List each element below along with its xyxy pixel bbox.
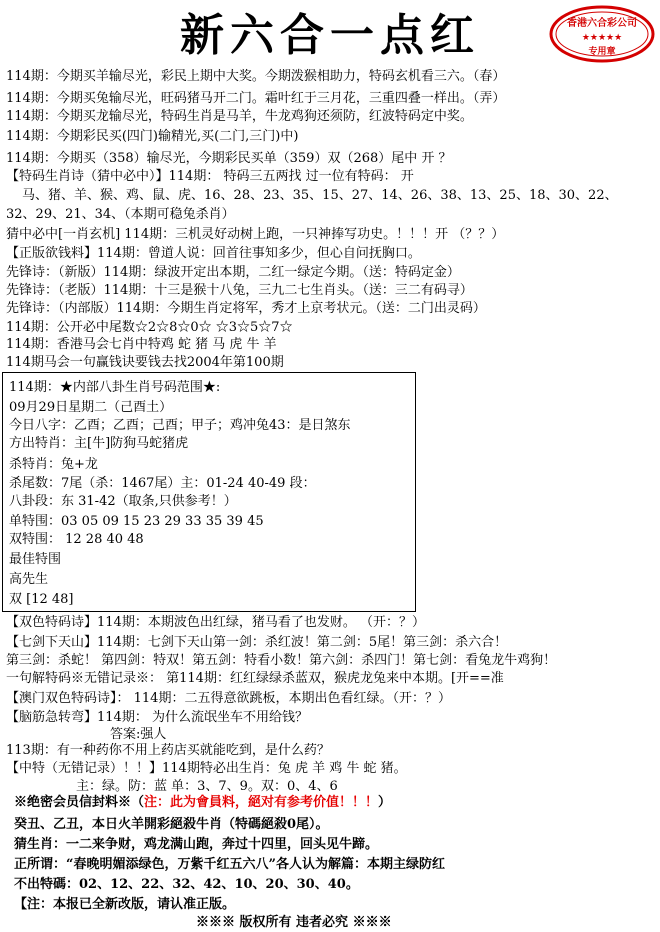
box-line: 双特围： 12 28 40 48	[9, 532, 144, 547]
text-line: 【中特（无错记录）！！】114期特必出生肖：兔 虎 羊 鸡 牛 蛇 猪。	[6, 761, 407, 776]
box-line: 114期：★内部八卦生肖号码范围★:	[9, 380, 221, 395]
text-line: 【正版欲钱料】114期：曾道人说：回首往事知多少，但心自问抚胸口。	[6, 246, 421, 261]
box-line: 八卦段：东 31-42（取条,只供参考！）	[9, 494, 237, 509]
text-line: 114期：公开必中尾数☆2☆8☆0☆ ☆3☆5☆7☆	[6, 320, 293, 335]
text-line: 一句解特码※无错记录※： 第114期：红红绿绿杀蓝双，猴虎龙兔来中本期。[开==准	[6, 671, 504, 686]
notice-line: ※※※ 版权所有 违者必究 ※※※	[196, 915, 392, 930]
text-line: 猜中必中[一肖玄机] 114期：三机灵好动树上跑，一只神捧写功史。！！！开 （？？）	[6, 227, 505, 242]
text-line: 【澳门双色特码诗】： 114期：二五得意欲跳板，本期出色看红绿。（开：？）	[6, 691, 451, 706]
box-line: 单特围：03 05 09 15 23 29 33 35 39 45	[9, 514, 264, 529]
text-line: 114期：今期彩民买(四门)输精光,买(二门,三门)中)	[6, 129, 299, 144]
text-line: 114期：香港马会七肖中特鸡 蛇 猪 马 虎 牛 羊	[6, 337, 277, 352]
vip-suffix: ）	[378, 795, 392, 810]
text-line: 114期：今期买羊输尽光，彩民上期中大奖。今期泼猴相助力，特码玄机看三六。（春）	[6, 69, 506, 84]
text-line: 114期：今期买兔输尽光，旺码猪马开二门。霜叶红于三月花，三重四叠一样出。（弄）	[6, 91, 506, 106]
text-line: 【脑筋急转弯】114期： 为什么流氓坐车不用给钱？	[6, 710, 308, 725]
text-line: 【特码生肖诗（猜中必中）】114期： 特码三五两找 过一位有特码： 开	[6, 169, 414, 184]
svg-text:★★★★★: ★★★★★	[581, 33, 623, 43]
text-line: 114期：今期买（358）输尽光，今期彩民买单（359）双（268）尾中 开 ？	[6, 151, 452, 166]
seal-graphic	[548, 4, 656, 64]
text-line: 主：绿。防：蓝 单：3、7、9。双：0、4、6	[76, 779, 338, 794]
text-line: 先锋诗：（内部版）114期：今期生肖定将军，秀才上京考状元。（送：二门出灵码）	[6, 301, 486, 316]
text-line: 114期：今期买龙输尽光，特码生肖是马羊，牛龙鸡狗还须防，红波特码定中奖。	[6, 109, 473, 124]
company-seal-stamp	[548, 4, 656, 64]
svg-text:香港六合彩公司: 香港六合彩公司	[567, 18, 637, 29]
text-line: 【双色特码诗】114期：本期波色出红绿，猪马看了也发财。 （开：？）	[6, 615, 425, 630]
vip-envelope-line	[14, 794, 391, 812]
text-line: 答案:强人	[110, 727, 167, 742]
box-line: 杀特肖：兔+龙	[9, 457, 98, 472]
vip-note: 注：此为會員料，絕对有参考价值！！！	[144, 795, 379, 810]
box-line: 杀尾数：7尾（杀：1467尾）主：01-24 40-49 段：	[9, 476, 316, 491]
box-line: 今日八字：乙酉；乙酉；己酉；甲子；鸡冲兔43：是日煞东	[9, 418, 351, 433]
box-line: 方出特肖：主[牛]防狗马蛇猪虎	[9, 436, 189, 451]
vip-prefix: ※绝密会员信封料※（	[14, 795, 145, 810]
bagua-zodiac-box	[2, 372, 416, 612]
text-line: 马、猪、羊、猴、鸡、鼠、虎、16、28、23、35、15、27、14、26、38、13、25、18、30、22、	[22, 188, 618, 203]
box-line: 高先生	[9, 572, 49, 587]
notice-line: 正所谓：“春晚明媚添绿色，万紫千红五六八”各人认为解篇：本期主绿防红	[14, 857, 445, 872]
text-line: 先锋诗：（新版）114期：绿波开定出本期，二红一绿定今期。（送：特码定金）	[6, 265, 460, 280]
box-line: 09月29日星期二（己酉土）	[9, 400, 173, 415]
page-title: 新六合一点红	[180, 10, 480, 61]
box-line: 最佳特围	[9, 552, 62, 567]
text-line: 114期马会一句赢钱诀要钱去找2004年第100期	[6, 355, 284, 370]
svg-text:专用章: 专用章	[588, 47, 616, 57]
notice-line: 癸丑、乙丑，本日火羊開彩絕殺牛肖（特碼絕殺0尾）。	[14, 817, 329, 832]
text-line: 第三剑：杀蛇！ 第四剑：特双！第五剑：特看小数！第六剑：杀四门！第七剑：看兔龙牛鸡狗！	[6, 653, 557, 668]
text-line: 先锋诗：（老版）114期：十三是猴十八兔，三九二七生肖头。（送：三二有码寻）	[6, 283, 473, 298]
notice-line: 猜生肖：一二来争财，鸡龙满山跑，奔过十四里，回头见牛蹄。	[14, 837, 379, 852]
box-line: 双 [12 48]	[9, 592, 74, 607]
text-line: 113期：有一种药你不用上药店买就能吃到，是什么药？	[6, 743, 330, 758]
notice-line: 不出特碼：02、12、22、32、42、10、20、30、40。	[14, 877, 359, 892]
text-line: 【七剑下天山】114期：七剑下天山第一剑：杀红波！第二剑：5尾！第三剑：杀六合！	[6, 635, 508, 650]
text-line: 32、29、21、34、（本期可稳兔杀肖）	[6, 207, 235, 222]
notice-line: 【注：本报已全新改版，请认准正版。	[14, 897, 236, 912]
